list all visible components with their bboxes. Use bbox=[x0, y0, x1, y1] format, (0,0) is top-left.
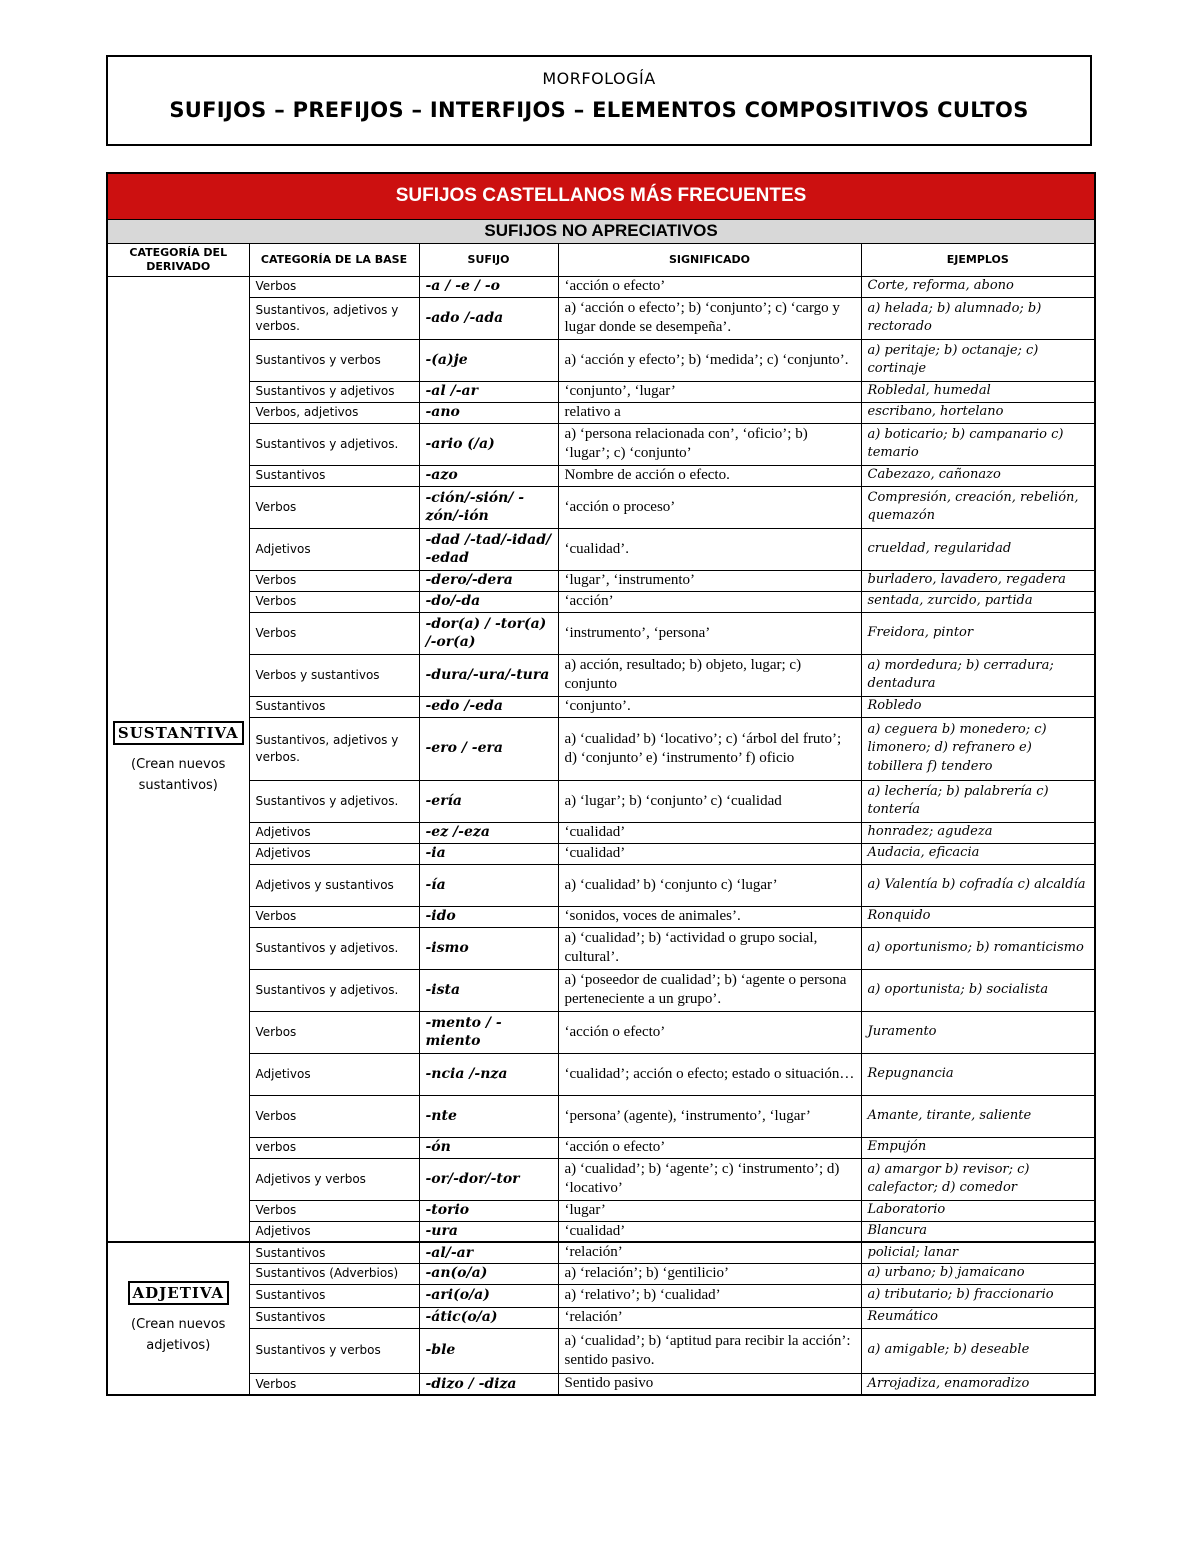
document-header bbox=[106, 55, 1092, 146]
suffix-cell: -ura bbox=[419, 1221, 558, 1242]
suffix-cell: -ncia /-nza bbox=[419, 1053, 558, 1095]
table-row bbox=[107, 696, 1095, 717]
examples-cell: a) tributario; b) fraccionario bbox=[861, 1284, 1095, 1307]
table-row bbox=[107, 927, 1095, 969]
suffix-cell: -ería bbox=[419, 780, 558, 822]
suffix-cell: -dor(a) / -tor(a) /-or(a) bbox=[419, 612, 558, 654]
base-category-cell: Adjetivos bbox=[249, 822, 419, 843]
meaning-cell: ‘lugar’ bbox=[558, 1200, 861, 1221]
table-row bbox=[107, 1242, 1095, 1263]
base-category-cell: Adjetivos bbox=[249, 1053, 419, 1095]
examples-cell: Compresión, creación, rebelión, quemazón bbox=[861, 486, 1095, 528]
table-row bbox=[107, 654, 1095, 696]
base-category-cell: Sustantivos bbox=[249, 465, 419, 486]
suffix-cell: -átic(o/a) bbox=[419, 1307, 558, 1328]
table-row bbox=[107, 864, 1095, 906]
suffix-cell: -torio bbox=[419, 1200, 558, 1221]
examples-cell: sentada, zurcido, partida bbox=[861, 591, 1095, 612]
meaning-cell: ‘acción o efecto’ bbox=[558, 1011, 861, 1053]
meaning-cell: Sentido pasivo bbox=[558, 1373, 861, 1395]
examples-cell: a) oportunismo; b) romanticismo bbox=[861, 927, 1095, 969]
category-label: SUSTANTIVA bbox=[113, 721, 244, 745]
meaning-cell: a) ‘relativo’; b) ‘cualidad’ bbox=[558, 1284, 861, 1307]
table-row bbox=[107, 612, 1095, 654]
meaning-cell: a) ‘cualidad’; b) ‘agente’; c) ‘instrumento’; d) ‘locativo’ bbox=[558, 1158, 861, 1200]
suffix-cell: -an(o/a) bbox=[419, 1263, 558, 1284]
examples-cell: a) lechería; b) palabrería c) tontería bbox=[861, 780, 1095, 822]
examples-cell: a) ceguera b) monedero; c) limonero; d) refranero e) tobillera f) tendero bbox=[861, 717, 1095, 780]
base-category-cell: Sustantivos y adjetivos. bbox=[249, 780, 419, 822]
meaning-cell: a) ‘persona relacionada con’, ‘oficio’; b) ‘lugar’; c) ‘conjunto’ bbox=[558, 423, 861, 465]
examples-cell: a) oportunista; b) socialista bbox=[861, 969, 1095, 1011]
table-row bbox=[107, 1158, 1095, 1200]
suffix-cell: -ero / -era bbox=[419, 717, 558, 780]
header-subtitle: MORFOLOGÍA bbox=[542, 69, 656, 88]
table-row bbox=[107, 1307, 1095, 1328]
column-header-suffix: SUFIJO bbox=[419, 243, 558, 276]
examples-cell: a) boticario; b) campanario c) temario bbox=[861, 423, 1095, 465]
meaning-cell: ‘cualidad’ bbox=[558, 1221, 861, 1242]
derived-category-cell bbox=[107, 1242, 249, 1395]
table-row bbox=[107, 276, 1095, 297]
base-category-cell: Sustantivos y verbos bbox=[249, 1328, 419, 1373]
meaning-cell: a) ‘cualidad’ b) ‘conjunto c) ‘lugar’ bbox=[558, 864, 861, 906]
column-header-examples: EJEMPLOS bbox=[861, 243, 1095, 276]
meaning-cell: ‘cualidad’. bbox=[558, 528, 861, 570]
meaning-cell: ‘relación’ bbox=[558, 1242, 861, 1263]
table-title: SUFIJOS CASTELLANOS MÁS FRECUENTES bbox=[107, 173, 1095, 219]
base-category-cell: Sustantivos bbox=[249, 1307, 419, 1328]
examples-cell: Robledal, humedal bbox=[861, 381, 1095, 402]
base-category-cell: Verbos bbox=[249, 591, 419, 612]
suffix-cell: -edo /-eda bbox=[419, 696, 558, 717]
base-category-cell: Verbos bbox=[249, 1373, 419, 1395]
base-category-cell: Verbos bbox=[249, 1011, 419, 1053]
suffix-cell: -do/-da bbox=[419, 591, 558, 612]
suffix-cell: -ción/-sión/ -zón/-ión bbox=[419, 486, 558, 528]
examples-cell: Amante, tirante, saliente bbox=[861, 1095, 1095, 1137]
suffix-table bbox=[106, 172, 1096, 1396]
examples-cell: Repugnancia bbox=[861, 1053, 1095, 1095]
category-note: (Crean nuevos sustantivos) bbox=[131, 756, 226, 793]
table-row bbox=[107, 465, 1095, 486]
suffix-cell: -dero/-dera bbox=[419, 570, 558, 591]
table-row bbox=[107, 1095, 1095, 1137]
column-header-meaning: SIGNIFICADO bbox=[558, 243, 861, 276]
meaning-cell: a) ‘cualidad’; b) ‘aptitud para recibir la acción’: sentido pasivo. bbox=[558, 1328, 861, 1373]
examples-cell: Juramento bbox=[861, 1011, 1095, 1053]
suffix-cell: -ia bbox=[419, 843, 558, 864]
base-category-cell: Sustantivos bbox=[249, 1242, 419, 1263]
base-category-cell: Sustantivos bbox=[249, 1284, 419, 1307]
table-row bbox=[107, 402, 1095, 423]
suffix-cell: -ía bbox=[419, 864, 558, 906]
suffix-cell: -ido bbox=[419, 906, 558, 927]
examples-cell: a) urbano; b) jamaicano bbox=[861, 1263, 1095, 1284]
suffix-cell: -azo bbox=[419, 465, 558, 486]
suffix-cell: -ismo bbox=[419, 927, 558, 969]
base-category-cell: Adjetivos bbox=[249, 528, 419, 570]
table-row bbox=[107, 570, 1095, 591]
meaning-cell: ‘cualidad’ bbox=[558, 822, 861, 843]
examples-cell: a) Valentía b) cofradía c) alcaldía bbox=[861, 864, 1095, 906]
base-category-cell: Sustantivos, adjetivos y verbos. bbox=[249, 297, 419, 339]
suffix-cell: -al/-ar bbox=[419, 1242, 558, 1263]
base-category-cell: Verbos bbox=[249, 906, 419, 927]
table-row bbox=[107, 486, 1095, 528]
examples-cell: honradez; agudeza bbox=[861, 822, 1095, 843]
meaning-cell: a) acción, resultado; b) objeto, lugar; c) conjunto bbox=[558, 654, 861, 696]
suffix-cell: -ario (/a) bbox=[419, 423, 558, 465]
meaning-cell: a) ‘poseedor de cualidad’; b) ‘agente o persona perteneciente a un grupo’. bbox=[558, 969, 861, 1011]
base-category-cell: Adjetivos y verbos bbox=[249, 1158, 419, 1200]
suffix-cell: -ez /-eza bbox=[419, 822, 558, 843]
meaning-cell: ‘cualidad’; acción o efecto; estado o situación… bbox=[558, 1053, 861, 1095]
suffix-cell: -al /-ar bbox=[419, 381, 558, 402]
table-row bbox=[107, 1373, 1095, 1395]
table-row bbox=[107, 717, 1095, 780]
suffix-cell: -ado /-ada bbox=[419, 297, 558, 339]
table-row bbox=[107, 423, 1095, 465]
meaning-cell: ‘persona’ (agente), ‘instrumento’, ‘lugar’ bbox=[558, 1095, 861, 1137]
table-row bbox=[107, 1328, 1095, 1373]
base-category-cell: Verbos bbox=[249, 570, 419, 591]
header-title: SUFIJOS – PREFIJOS – INTERFIJOS – ELEMENTOS COMPOSITIVOS CULTOS bbox=[169, 98, 1029, 122]
examples-cell: Empujón bbox=[861, 1137, 1095, 1158]
examples-cell: a) amargor b) revisor; c) calefactor; d) comedor bbox=[861, 1158, 1095, 1200]
suffix-cell: -dizo / -diza bbox=[419, 1373, 558, 1395]
examples-cell: Laboratorio bbox=[861, 1200, 1095, 1221]
examples-cell: crueldad, regularidad bbox=[861, 528, 1095, 570]
meaning-cell: a) ‘acción y efecto’; b) ‘medida’; c) ‘conjunto’. bbox=[558, 339, 861, 381]
suffix-cell: -ano bbox=[419, 402, 558, 423]
examples-cell: burladero, lavadero, regadera bbox=[861, 570, 1095, 591]
meaning-cell: ‘conjunto’, ‘lugar’ bbox=[558, 381, 861, 402]
table-row bbox=[107, 1011, 1095, 1053]
base-category-cell: Sustantivos y verbos bbox=[249, 339, 419, 381]
base-category-cell: Verbos bbox=[249, 1095, 419, 1137]
base-category-cell: Sustantivos y adjetivos. bbox=[249, 927, 419, 969]
examples-cell: a) mordedura; b) cerradura; dentadura bbox=[861, 654, 1095, 696]
meaning-cell: a) ‘cualidad’ b) ‘locativo’; c) ‘árbol del fruto’; d) ‘conjunto’ e) ‘instrumento’ f) oficio bbox=[558, 717, 861, 780]
meaning-cell: a) ‘cualidad’; b) ‘actividad o grupo social, cultural’. bbox=[558, 927, 861, 969]
table-row bbox=[107, 1200, 1095, 1221]
examples-cell: a) helada; b) alumnado; b) rectorado bbox=[861, 297, 1095, 339]
examples-cell: Cabezazo, cañonazo bbox=[861, 465, 1095, 486]
suffix-cell: -ista bbox=[419, 969, 558, 1011]
suffix-cell: -or/-dor/-tor bbox=[419, 1158, 558, 1200]
table-row bbox=[107, 1053, 1095, 1095]
base-category-cell: Sustantivos bbox=[249, 696, 419, 717]
table-row bbox=[107, 591, 1095, 612]
base-category-cell: Sustantivos y adjetivos bbox=[249, 381, 419, 402]
meaning-cell: a) ‘lugar’; b) ‘conjunto’ c) ‘cualidad bbox=[558, 780, 861, 822]
table-row bbox=[107, 780, 1095, 822]
table-row bbox=[107, 1221, 1095, 1242]
base-category-cell: Verbos bbox=[249, 1200, 419, 1221]
base-category-cell: verbos bbox=[249, 1137, 419, 1158]
base-category-cell: Sustantivos y adjetivos. bbox=[249, 423, 419, 465]
table-row bbox=[107, 822, 1095, 843]
base-category-cell: Verbos bbox=[249, 486, 419, 528]
base-category-cell: Verbos bbox=[249, 612, 419, 654]
suffix-cell: -mento / -miento bbox=[419, 1011, 558, 1053]
table-row bbox=[107, 381, 1095, 402]
suffix-cell: -ble bbox=[419, 1328, 558, 1373]
column-header-derived-category: CATEGORÍA DEL DERIVADO bbox=[107, 243, 249, 276]
table-row bbox=[107, 1263, 1095, 1284]
examples-cell: Ronquido bbox=[861, 906, 1095, 927]
category-note: (Crean nuevos adjetivos) bbox=[131, 1316, 226, 1353]
base-category-cell: Sustantivos (Adverbios) bbox=[249, 1263, 419, 1284]
examples-cell: Arrojadiza, enamoradizo bbox=[861, 1373, 1095, 1395]
suffix-cell: -nte bbox=[419, 1095, 558, 1137]
meaning-cell: ‘conjunto’. bbox=[558, 696, 861, 717]
base-category-cell: Adjetivos bbox=[249, 1221, 419, 1242]
examples-cell: Freidora, pintor bbox=[861, 612, 1095, 654]
meaning-cell: ‘sonidos, voces de animales’. bbox=[558, 906, 861, 927]
examples-cell: a) amigable; b) deseable bbox=[861, 1328, 1095, 1373]
meaning-cell: ‘relación’ bbox=[558, 1307, 861, 1328]
meaning-cell: relativo a bbox=[558, 402, 861, 423]
table-row bbox=[107, 969, 1095, 1011]
column-header-base-category: CATEGORÍA DE LA BASE bbox=[249, 243, 419, 276]
base-category-cell: Verbos y sustantivos bbox=[249, 654, 419, 696]
suffix-cell: -dad /-tad/-idad/ -edad bbox=[419, 528, 558, 570]
examples-cell: Reumático bbox=[861, 1307, 1095, 1328]
table-row bbox=[107, 1137, 1095, 1158]
meaning-cell: ‘acción’ bbox=[558, 591, 861, 612]
table-row bbox=[107, 339, 1095, 381]
derived-category-cell bbox=[107, 276, 249, 1242]
meaning-cell: ‘acción o efecto’ bbox=[558, 1137, 861, 1158]
table-row bbox=[107, 528, 1095, 570]
suffix-cell: -ari(o/a) bbox=[419, 1284, 558, 1307]
examples-cell: a) peritaje; b) octanaje; c) cortinaje bbox=[861, 339, 1095, 381]
suffix-cell: -a / -e / -o bbox=[419, 276, 558, 297]
base-category-cell: Adjetivos y sustantivos bbox=[249, 864, 419, 906]
examples-cell: escribano, hortelano bbox=[861, 402, 1095, 423]
meaning-cell: ‘instrumento’, ‘persona’ bbox=[558, 612, 861, 654]
meaning-cell: ‘cualidad’ bbox=[558, 843, 861, 864]
meaning-cell: ‘acción o proceso’ bbox=[558, 486, 861, 528]
table-row bbox=[107, 843, 1095, 864]
table-row bbox=[107, 1284, 1095, 1307]
examples-cell: policial; lanar bbox=[861, 1242, 1095, 1263]
category-label: ADJETIVA bbox=[128, 1281, 229, 1305]
base-category-cell: Verbos bbox=[249, 276, 419, 297]
table-row bbox=[107, 906, 1095, 927]
meaning-cell: ‘lugar’, ‘instrumento’ bbox=[558, 570, 861, 591]
examples-cell: Blancura bbox=[861, 1221, 1095, 1242]
table-subtitle: SUFIJOS NO APRECIATIVOS bbox=[107, 219, 1095, 243]
suffix-cell: -ón bbox=[419, 1137, 558, 1158]
base-category-cell: Adjetivos bbox=[249, 843, 419, 864]
table-row bbox=[107, 297, 1095, 339]
examples-cell: Robledo bbox=[861, 696, 1095, 717]
examples-cell: Corte, reforma, abono bbox=[861, 276, 1095, 297]
meaning-cell: ‘acción o efecto’ bbox=[558, 276, 861, 297]
base-category-cell: Verbos, adjetivos bbox=[249, 402, 419, 423]
base-category-cell: Sustantivos y adjetivos. bbox=[249, 969, 419, 1011]
suffix-cell: -(a)je bbox=[419, 339, 558, 381]
examples-cell: Audacia, eficacia bbox=[861, 843, 1095, 864]
suffix-cell: -dura/-ura/-tura bbox=[419, 654, 558, 696]
meaning-cell: a) ‘acción o efecto’; b) ‘conjunto’; c) ‘cargo y lugar donde se desempeña’. bbox=[558, 297, 861, 339]
meaning-cell: Nombre de acción o efecto. bbox=[558, 465, 861, 486]
meaning-cell: a) ‘relación’; b) ‘gentilicio’ bbox=[558, 1263, 861, 1284]
table-body bbox=[107, 276, 1095, 1395]
base-category-cell: Sustantivos, adjetivos y verbos. bbox=[249, 717, 419, 780]
